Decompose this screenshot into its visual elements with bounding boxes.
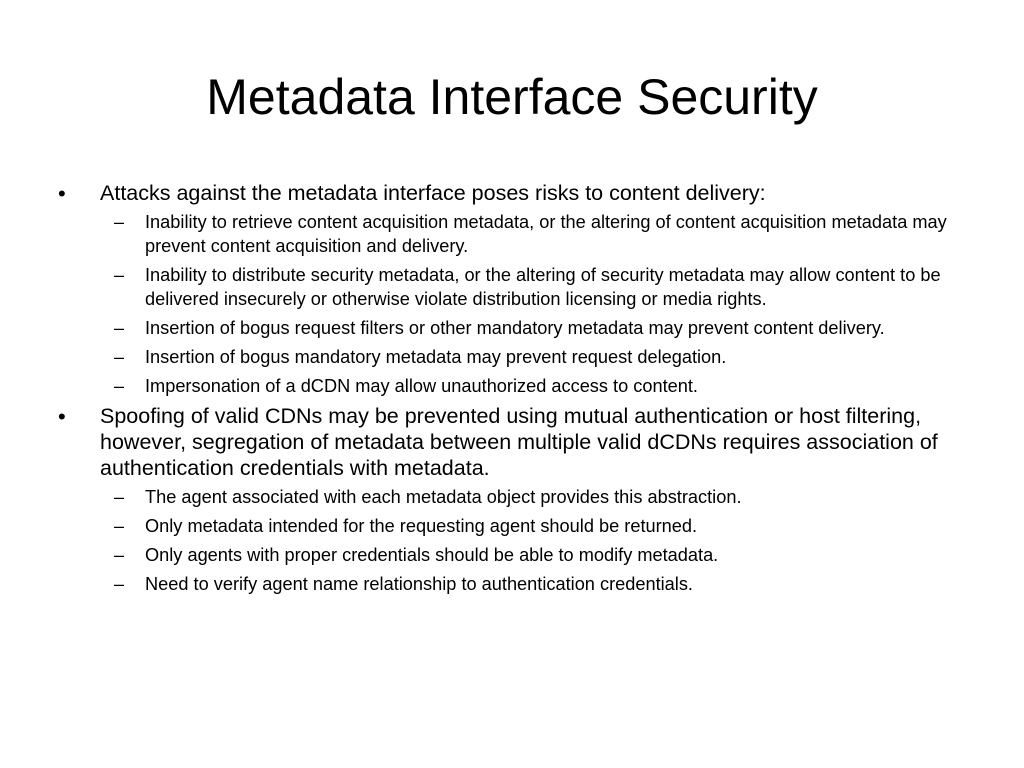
sub-bullet-text: Need to verify agent name relationship to authentication credentials. bbox=[145, 574, 693, 594]
sub-bullet-item bbox=[100, 210, 968, 258]
sub-bullet-text: Impersonation of a dCDN may allow unauthorized access to content. bbox=[145, 376, 698, 396]
sub-bullet-item bbox=[100, 514, 968, 538]
dash-icon: – bbox=[114, 574, 125, 594]
dash-icon: – bbox=[114, 545, 125, 565]
dash-icon: – bbox=[114, 212, 125, 232]
bullet-icon: • bbox=[58, 404, 66, 429]
sub-bullet-text: Inability to retrieve content acquisition metadata, or the altering of content acquisition metadata may prevent content acquisition and delivery. bbox=[145, 212, 947, 256]
sub-bullet-list bbox=[100, 485, 968, 596]
sub-bullet-list bbox=[100, 210, 968, 398]
dash-icon: – bbox=[114, 265, 125, 285]
sub-bullet-text: Insertion of bogus request filters or other mandatory metadata may prevent content delivery. bbox=[145, 318, 885, 338]
dash-icon: – bbox=[114, 347, 125, 367]
sub-bullet-text: Only agents with proper credentials should be able to modify metadata. bbox=[145, 545, 719, 565]
sub-bullet-item bbox=[100, 263, 968, 311]
sub-bullet-item bbox=[100, 345, 968, 369]
bullet-list bbox=[58, 180, 968, 596]
sub-bullet-text: Inability to distribute security metadata, or the altering of security metadata may allow content to be delivered insecurely or otherwise violate distribution licensing or media rights. bbox=[145, 265, 941, 309]
dash-icon: – bbox=[114, 487, 125, 507]
dash-icon: – bbox=[114, 318, 125, 338]
sub-bullet-text: Insertion of bogus mandatory metadata may prevent request delegation. bbox=[145, 347, 727, 367]
bullet-item bbox=[58, 403, 968, 596]
sub-bullet-item bbox=[100, 316, 968, 340]
dash-icon: – bbox=[114, 376, 125, 396]
sub-bullet-item bbox=[100, 485, 968, 509]
bullet-icon: • bbox=[58, 181, 66, 206]
dash-icon: – bbox=[114, 516, 125, 536]
sub-bullet-text: The agent associated with each metadata object provides this abstraction. bbox=[145, 487, 742, 507]
bullet-text: Attacks against the metadata interface poses risks to content delivery: bbox=[100, 181, 766, 205]
bullet-item bbox=[58, 180, 968, 398]
slide-content bbox=[58, 180, 968, 601]
slide-title: Metadata Interface Security bbox=[206, 69, 818, 125]
sub-bullet-item bbox=[100, 374, 968, 398]
bullet-text: Spoofing of valid CDNs may be prevented using mutual authentication or host filtering, however, segregation of metadata between multiple valid dCDNs requires association of authentication credentials with metadata. bbox=[100, 404, 938, 480]
sub-bullet-item bbox=[100, 572, 968, 596]
sub-bullet-item bbox=[100, 543, 968, 567]
sub-bullet-text: Only metadata intended for the requesting agent should be returned. bbox=[145, 516, 698, 536]
